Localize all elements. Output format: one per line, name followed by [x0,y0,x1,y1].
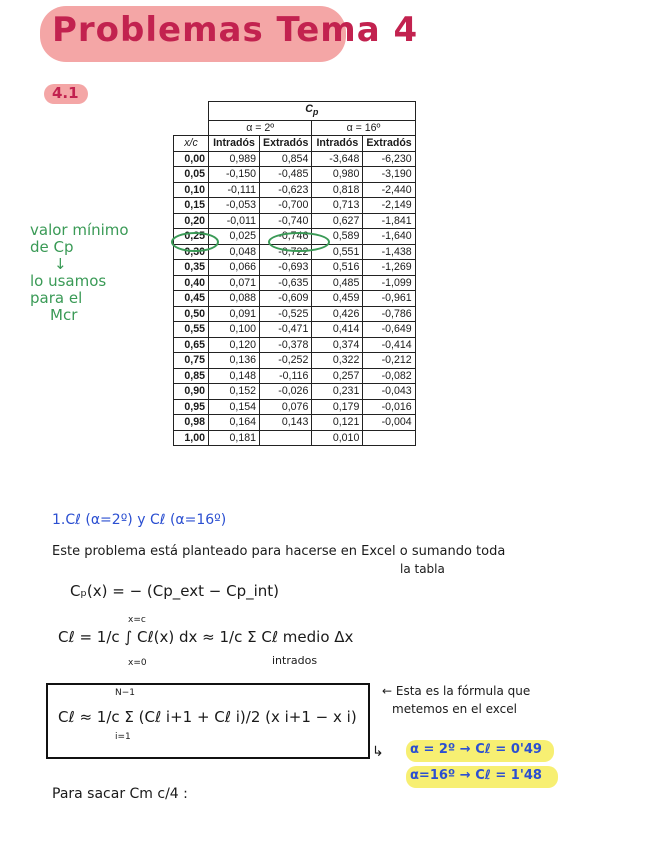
table-row [174,368,416,384]
xc-cell: 0,40 [174,275,209,291]
cp-cell: 0,088 [209,291,260,307]
equation-cl-sum: Cℓ ≈ 1/c Σ (Cℓ i+1 + Cℓ i)/2 (x i+1 − x i) [58,708,357,726]
xc-cell: 0,45 [174,291,209,307]
cp-cell: -0,746 [260,229,312,245]
cp-cell: -0,016 [363,399,415,415]
table-row [174,291,416,307]
cp-cell: 0,100 [209,322,260,338]
cp-cell: 0,148 [209,368,260,384]
cp-cell: 0,066 [209,260,260,276]
cp-cell: 0,231 [312,384,363,400]
cp-cell: -0,150 [209,167,260,183]
integral-bound-bottom: x=0 [128,658,147,668]
table-row [174,167,416,183]
cp-cell: 0,143 [260,415,312,431]
col-header: Intradós [312,136,363,152]
circle-mark-min [268,232,330,252]
xc-cell: 0,75 [174,353,209,369]
integral-bound-top: x=c [128,615,146,625]
cp-cell: -0,082 [363,368,415,384]
cp-cell: 0,980 [312,167,363,183]
cp-cell: -0,525 [260,306,312,322]
cp-cell: 0,025 [209,229,260,245]
xc-cell: 0,25 [174,229,209,245]
cp-cell: 0,076 [260,399,312,415]
cp-cell: 0,551 [312,244,363,260]
cp-cell: 0,818 [312,182,363,198]
cp-cell: 0,164 [209,415,260,431]
xc-header: x/c [174,136,209,152]
cp-cell: -0,485 [260,167,312,183]
result-alpha16: α=16º → Cℓ = 1'48 [410,768,542,783]
text-line: Este problema está planteado para hacerse en Excel o sumando toda [52,544,506,559]
cp-cell: 0,257 [312,368,363,384]
table-row [174,430,416,446]
circle-mark-xc [171,232,219,252]
cp-cell: -0,740 [260,213,312,229]
section-label: 4.1 [52,84,79,102]
cp-cell: -0,414 [363,337,415,353]
xc-cell: 0,85 [174,368,209,384]
xc-cell: 0,35 [174,260,209,276]
equation-cl-integral: Cℓ = 1/c ∫ Cℓ(x) dx ≈ 1/c Σ Cℓ medio Δx [58,628,354,646]
cp-cell: 0,713 [312,198,363,214]
cp-cell: -2,149 [363,198,415,214]
cp-cell: -0,786 [363,306,415,322]
cp-table [173,101,416,446]
side-note-line: de Cp [30,238,74,256]
cp-cell: -0,649 [363,322,415,338]
equation-cp: Cₚ(x) = − (Cp_ext − Cp_int) [70,582,279,600]
xc-cell: 0,15 [174,198,209,214]
xc-cell: 0,65 [174,337,209,353]
cp-cell: -0,609 [260,291,312,307]
table-row [174,353,416,369]
cp-cell: 0,374 [312,337,363,353]
table-row [174,415,416,431]
cp-cell: 0,485 [312,275,363,291]
xc-cell: 0,55 [174,322,209,338]
cp-cell: 0,152 [209,384,260,400]
xc-cell: 1,00 [174,430,209,446]
table-row [174,260,416,276]
cp-cell: 0,516 [312,260,363,276]
xc-cell: 0,05 [174,167,209,183]
cp-cell: -2,440 [363,182,415,198]
cp-cell: 0,459 [312,291,363,307]
cp-cell: 0,010 [312,430,363,446]
side-note-line: ↓ [54,255,67,273]
cp-cell: -0,722 [260,244,312,260]
problem-heading: 1.Cℓ (α=2º) y Cℓ (α=16º) [52,512,227,528]
cp-cell: -0,116 [260,368,312,384]
cp-cell: 0,322 [312,353,363,369]
alpha-right-header: α = 16º [312,120,415,136]
cp-cell: -0,043 [363,384,415,400]
side-note-line: lo usamos [30,272,107,290]
cp-cell: -0,635 [260,275,312,291]
cp-cell: 0,091 [209,306,260,322]
cp-cell: 0,121 [312,415,363,431]
cp-cell: 0,181 [209,430,260,446]
cp-cell: -0,378 [260,337,312,353]
xc-cell: 0,50 [174,306,209,322]
side-note-line: Mcr [50,306,78,324]
table-row [174,182,416,198]
alpha-left-header: α = 2º [209,120,312,136]
table-row [174,198,416,214]
cp-cell: -0,693 [260,260,312,276]
col-header: Intradós [209,136,260,152]
cp-cell: -3,648 [312,151,363,167]
cp-cell: 0,071 [209,275,260,291]
annotation: ← Esta es la fórmula que [382,684,531,698]
sum-bound-top: N−1 [115,688,135,698]
table-row [174,275,416,291]
annotation: metemos en el excel [392,702,517,716]
table-row [174,322,416,338]
xc-cell: 0,20 [174,213,209,229]
cp-cell: 0,154 [209,399,260,415]
cp-cell: 0,048 [209,244,260,260]
cp-cell: -0,623 [260,182,312,198]
col-header: Extradós [363,136,415,152]
cp-cell: -1,099 [363,275,415,291]
table-row [174,306,416,322]
xc-cell: 0,10 [174,182,209,198]
cp-cell: -0,111 [209,182,260,198]
table-row [174,399,416,415]
cp-cell: 0,414 [312,322,363,338]
xc-cell: 0,00 [174,151,209,167]
cp-cell: -0,961 [363,291,415,307]
cp-header: $C_p$ [209,102,416,121]
cp-cell: 0,120 [209,337,260,353]
xc-cell: 0,90 [174,384,209,400]
col-header: Extradós [260,136,312,152]
page-title: Problemas Tema 4 [52,10,419,50]
cp-cell: -1,640 [363,229,415,245]
cp-cell: 0,426 [312,306,363,322]
cp-cell: -1,438 [363,244,415,260]
cp-cell: -1,841 [363,213,415,229]
table-row [174,151,416,167]
cp-cell: -0,252 [260,353,312,369]
cp-cell: 0,627 [312,213,363,229]
side-note-line: para el [30,289,83,307]
xc-cell: 0,30 [174,244,209,260]
result-alpha2: α = 2º → Cℓ = 0'49 [410,742,542,757]
text-line: la tabla [400,562,445,576]
cp-cell: -0,053 [209,198,260,214]
sum-bound-bottom: i=1 [115,732,131,742]
cp-cell: -0,026 [260,384,312,400]
cp-cell [260,430,312,446]
final-line: Para sacar Cm c/4 : [52,786,188,802]
side-note-line: valor mínimo [30,221,129,239]
cp-cell: 0,589 [312,229,363,245]
cp-cell: -0,212 [363,353,415,369]
cp-cell: -1,269 [363,260,415,276]
cp-cell: 0,136 [209,353,260,369]
xc-cell: 0,95 [174,399,209,415]
cp-cell: 0,854 [260,151,312,167]
table-row [174,213,416,229]
cp-cell: 0,179 [312,399,363,415]
cp-cell: -6,230 [363,151,415,167]
cp-cell: -0,004 [363,415,415,431]
cp-cell: 0,989 [209,151,260,167]
cp-cell: -0,700 [260,198,312,214]
cp-cell: -3,190 [363,167,415,183]
cp-cell: -0,471 [260,322,312,338]
intrados-note: intrados [272,654,318,667]
cp-cell [363,430,415,446]
arrow-icon: ↳ [372,744,384,760]
xc-cell: 0,98 [174,415,209,431]
side-note [30,222,170,324]
cp-cell: -0,011 [209,213,260,229]
table-row [174,384,416,400]
table-row [174,337,416,353]
